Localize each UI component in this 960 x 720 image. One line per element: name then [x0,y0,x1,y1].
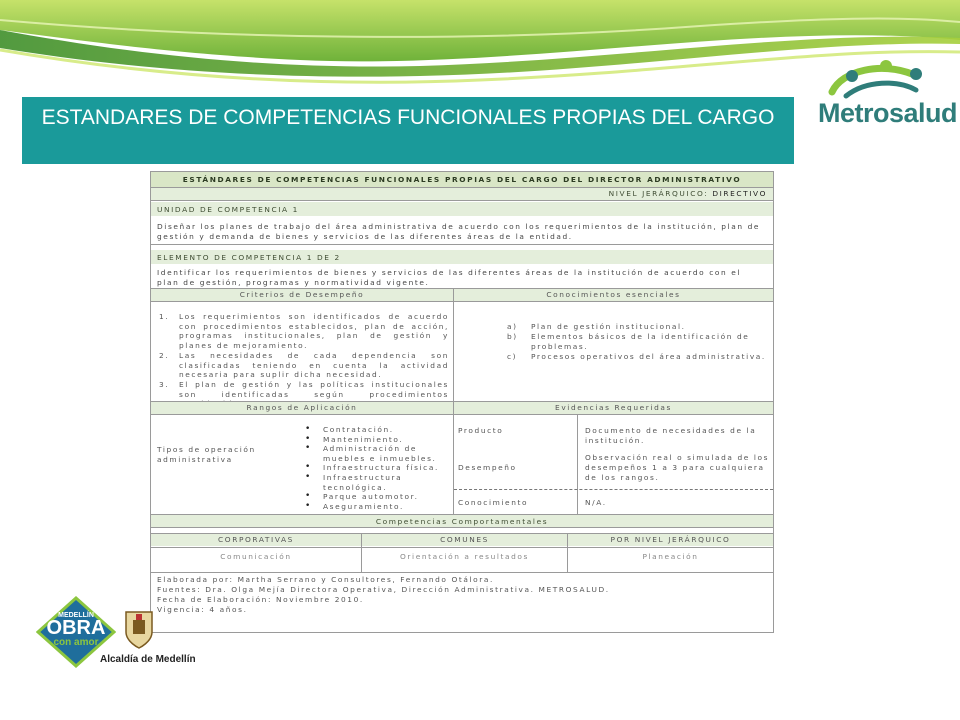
unidad-text: Diseñar los planes de trabajo del área administrativa de acuerdo con los requerimientos de la institución, plan de gestión y demanda de bienes y servicios de las diferentes áreas de la entidad. [151,219,773,245]
footer-vigencia: Vigencia: 4 años. [157,605,248,614]
list-item: b) Elementos básicos de la identificación de problemas. [507,332,750,351]
nivel-jerarquico-row [151,188,773,201]
elemento-label: ELEMENTO DE COMPETENCIA 1 DE 2 [151,250,773,264]
list-item: 1. Los requerimientos son identificados de acuerdo con procedimientos establecidos, plan de acción, programas institucionales, plan de gestión y planes de mejoramiento. [159,312,449,351]
list-item: • Aseguramiento. [301,502,451,512]
list-item: a) Plan de gestión institucional. [507,322,686,331]
nivel-value: DIRECTIVO [712,189,767,198]
list-item: c) Procesos operativos del área administrativa. [507,352,766,361]
conocimientos-list [507,322,769,362]
rangos-header: Rangos de Aplicación [246,403,358,412]
comportamentales-header: Competencias Comportamentales [151,515,773,528]
corporativas-header: CORPORATIVAS [218,535,294,544]
por-nivel-header: POR NIVEL JERÁRQUICO [610,535,731,544]
elemento-text: Identificar los requerimientos de bienes y servicios de las diferentes áreas de la institución de acuerdo con el plan de gestión, programas y normatividad vigente. [151,266,773,289]
medellin-logo-text [36,612,116,648]
logo-line-3: con amor [53,637,99,648]
evidencias-header: Evidencias Requeridas [555,403,672,412]
evidencia-desempeno-text: Observación real o simulada de los desempeños 1 a 3 para cualquiera de los rangos. [585,453,770,482]
evidencia-producto-text: Documento de necesidades de la institución. [585,426,757,445]
evidencia-producto-type: Producto [458,426,504,435]
list-item: 3. El plan de gestión y las políticas institucionales son identificadas según procedimientos [159,379,449,399]
list-item: • Parque automotor. [301,492,451,502]
logo-line-2: OBRA [46,617,106,639]
corporativas-value: Comunicación [220,552,292,561]
evidencia-conocimiento-text: N/A. [585,498,607,507]
footer-elaborada: Elaborada por: Martha Serrano y Consultores, Fernando Otálora. [157,575,495,584]
comunes-value: Orientación a resultados [399,552,530,561]
alcaldia-caption: Alcaldía de Medellín [100,654,196,665]
list-item: • Infraestructura tecnológica. [301,473,451,492]
conocimientos-header: Conocimientos esenciales [546,290,681,299]
nivel-label: NIVEL JERÁRQUICO: [608,189,709,198]
criterios-list [159,312,449,409]
unidad-label: UNIDAD DE COMPETENCIA 1 [151,202,773,216]
evidencia-desempeno-type: Desempeño [458,463,517,472]
brand-name: Metrosalud [818,98,958,128]
criterios-header: Criterios de Desempeño [239,290,365,299]
list-item: • Contratación. [301,425,451,435]
competency-standards-table [150,171,774,633]
slide-title: ESTANDARES DE COMPETENCIAS FUNCIONALES PROPIAS DEL CARGO [22,97,794,164]
coat-of-arms-icon [124,608,154,650]
comunes-header: COMUNES [440,535,489,544]
table-title: ESTÁNDARES DE COMPETENCIAS FUNCIONALES PROPIAS DEL CARGO DEL DIRECTOR ADMINISTRATIVO [151,172,773,188]
por-nivel-value: Planeación [642,552,699,561]
list-item: • Administración de muebles e inmuebles. [301,444,451,463]
tipos-operacion-label: Tipos de operación administrativa [157,445,256,464]
tipos-operacion-list [301,425,451,511]
list-item: • Infraestructura física. [301,463,451,473]
logo-line-1: MEDELLÍN [58,612,94,619]
evidencia-conocimiento-type: Conocimiento [458,498,529,507]
footer-fecha: Fecha de Elaboración: Noviembre 2010. [157,595,364,604]
list-item: • Mantenimiento. [301,435,451,445]
footer-fuentes: Fuentes: Dra. Olga Mejía Directora Operativa, Dirección Administrativa. METROSALUD. [157,585,610,594]
list-item: 2. Las necesidades de cada dependencia son clasificadas teniendo en cuenta la actividad necesaria para suplir dicha necesidad. [159,350,449,380]
